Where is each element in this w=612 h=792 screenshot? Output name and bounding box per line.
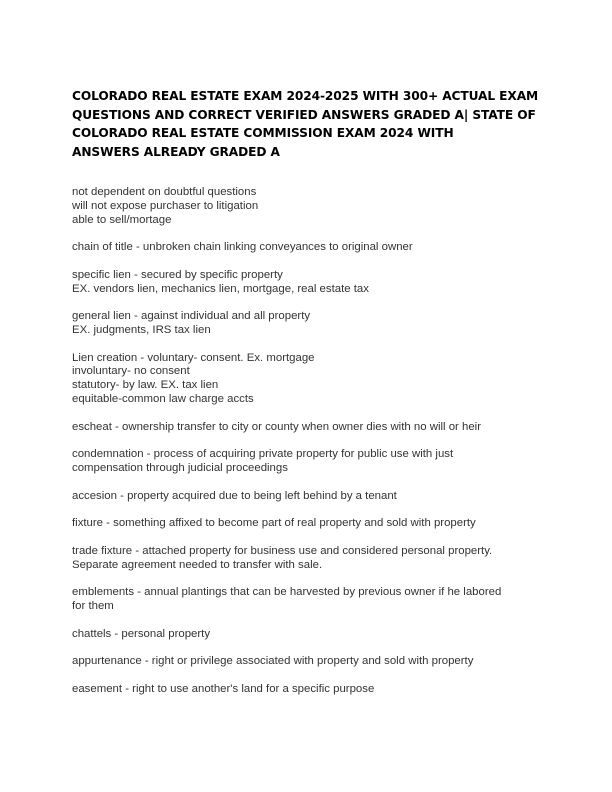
- entry-text-line: EX. judgments, IRS tax lien: [72, 323, 211, 336]
- entry-text-line: trade fixture - attached property for business use and considered personal property.: [72, 544, 493, 557]
- qa-entry: [72, 448, 542, 476]
- entry-text-line: emblements - annual plantings that can be harvested by previous owner if he labored: [72, 586, 502, 599]
- title-line: ANSWERS ALREADY GRADED A: [72, 144, 280, 159]
- entry-text-line: equitable-common law charge accts: [72, 392, 254, 405]
- entry-text-line: condemnation - process of acquiring private property for public use with just: [72, 448, 454, 461]
- entry-text-line: specific lien - secured by specific property: [72, 268, 283, 281]
- qa-entry: [72, 269, 542, 297]
- qa-entry: [72, 241, 542, 255]
- entry-text-line: EX. vendors lien, mechanics lien, mortgage, real estate tax: [72, 282, 369, 295]
- entry-text-line: not dependent on doubtful questions: [72, 186, 257, 198]
- qa-entry: [72, 628, 542, 642]
- entry-text-line: chain of title - unbroken chain linking conveyances to original owner: [72, 241, 413, 254]
- qa-entry: [72, 421, 542, 435]
- qa-entry: [72, 683, 542, 697]
- entry-text-line: accesion - property acquired due to being left behind by a tenant: [72, 489, 397, 502]
- entry-text-line: compensation through judicial proceedings: [72, 461, 288, 474]
- document-body: [72, 186, 542, 710]
- entry-text-line: appurtenance - right or privilege associated with property and sold with property: [72, 655, 474, 668]
- qa-entry: [72, 545, 542, 573]
- entry-text-line: escheat - ownership transfer to city or county when owner dies with no will or heir: [72, 420, 481, 433]
- qa-entry: [72, 310, 542, 338]
- entry-text-line: will not expose purchaser to litigation: [72, 199, 259, 212]
- title-line: COLORADO REAL ESTATE EXAM 2024-2025 WITH 300+ ACTUAL EXAM: [72, 89, 539, 103]
- entry-text-line: statutory- by law. EX. tax lien: [72, 379, 219, 392]
- entry-text-line: for them: [72, 599, 114, 612]
- entry-text-line: involuntary- no consent: [72, 365, 190, 378]
- document-title: [72, 87, 542, 161]
- entry-text-line: Separate agreement needed to transfer with sale.: [72, 558, 323, 571]
- entry-text-line: able to sell/mortage: [72, 213, 172, 226]
- qa-entry: [72, 655, 542, 669]
- entry-text-line: Lien creation - voluntary- consent. Ex. mortgage: [72, 351, 315, 364]
- entry-text-line: chattels - personal property: [72, 627, 211, 640]
- title-line: COLORADO REAL ESTATE COMMISSION EXAM 2024 WITH: [72, 126, 454, 140]
- qa-entry: [72, 352, 542, 407]
- qa-entry: [72, 490, 542, 504]
- title-line: QUESTIONS AND CORRECT VERIFIED ANSWERS GRADED A| STATE OF: [72, 107, 536, 122]
- entry-text-line: fixture - something affixed to become part of real property and sold with property: [72, 517, 476, 530]
- entry-text-line: easement - right to use another's land for a specific purpose: [72, 682, 375, 695]
- entry-text-line: general lien - against individual and all property: [72, 310, 311, 323]
- qa-entry: [72, 586, 542, 614]
- qa-entry: [72, 517, 542, 531]
- qa-entry: [72, 186, 542, 227]
